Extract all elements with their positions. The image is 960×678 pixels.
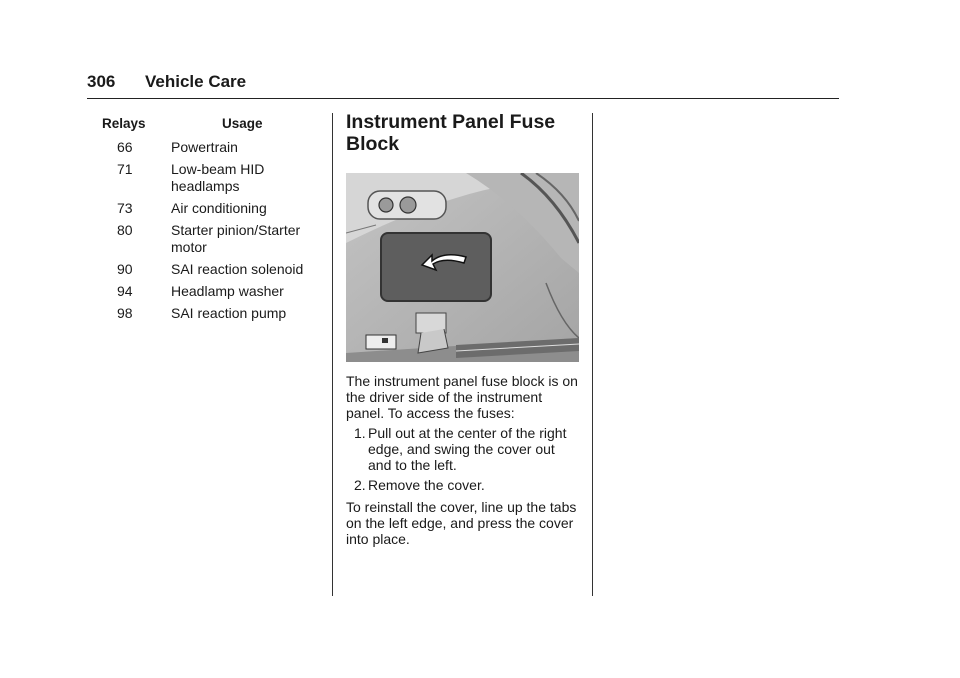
step-number: 2. <box>354 477 366 493</box>
relay-number: 80 <box>117 222 133 238</box>
table-row <box>98 222 320 256</box>
relay-usage: Powertrain <box>171 139 238 155</box>
relay-usage: Headlamp washer <box>171 283 284 299</box>
relays-table-header <box>98 116 320 134</box>
column-divider <box>332 113 333 596</box>
step-text: Remove the cover. <box>368 477 485 493</box>
table-row <box>98 283 320 300</box>
relay-number: 73 <box>117 200 133 216</box>
intro-paragraph: The instrument panel fuse block is on the driver side of the instrument panel. To access the fuses: <box>346 373 578 421</box>
step-text: Pull out at the center of the right edge, and swing the cover out and to the left. <box>368 425 567 473</box>
reinstall-paragraph: To reinstall the cover, line up the tabs on the left edge, and press the cover into place. <box>346 499 577 547</box>
relay-usage: SAI reaction pump <box>171 305 287 321</box>
relay-number: 94 <box>117 283 133 299</box>
relay-number: 71 <box>117 161 133 177</box>
relay-number: 66 <box>117 139 133 155</box>
relay-usage: Low-beam HID headlamps <box>171 161 265 194</box>
table-row <box>98 161 320 195</box>
relay-usage: Starter pinion/Starter motor <box>171 222 301 255</box>
relay-number: 98 <box>117 305 133 321</box>
section-title: Vehicle Care <box>145 72 247 91</box>
table-row <box>98 139 320 156</box>
table-row <box>98 200 320 217</box>
section-heading: Instrument Panel Fuse Block <box>346 111 556 155</box>
relays-table <box>98 116 320 322</box>
instrument-panel-section <box>346 111 582 551</box>
usage-column-header: Usage <box>222 116 263 131</box>
steps-list <box>346 425 582 493</box>
relays-column-header: Relays <box>102 116 146 131</box>
list-item <box>346 477 582 493</box>
page-header <box>87 72 839 99</box>
relay-usage: SAI reaction solenoid <box>171 261 304 277</box>
list-item <box>346 425 582 473</box>
column-divider <box>592 113 593 596</box>
page-number: 306 <box>87 72 116 91</box>
relay-number: 90 <box>117 261 133 277</box>
relay-usage: Air conditioning <box>171 200 267 216</box>
table-row <box>98 261 320 278</box>
fuse-block-cover-illustration <box>346 173 579 362</box>
step-number: 1. <box>354 425 366 441</box>
table-row <box>98 305 320 322</box>
